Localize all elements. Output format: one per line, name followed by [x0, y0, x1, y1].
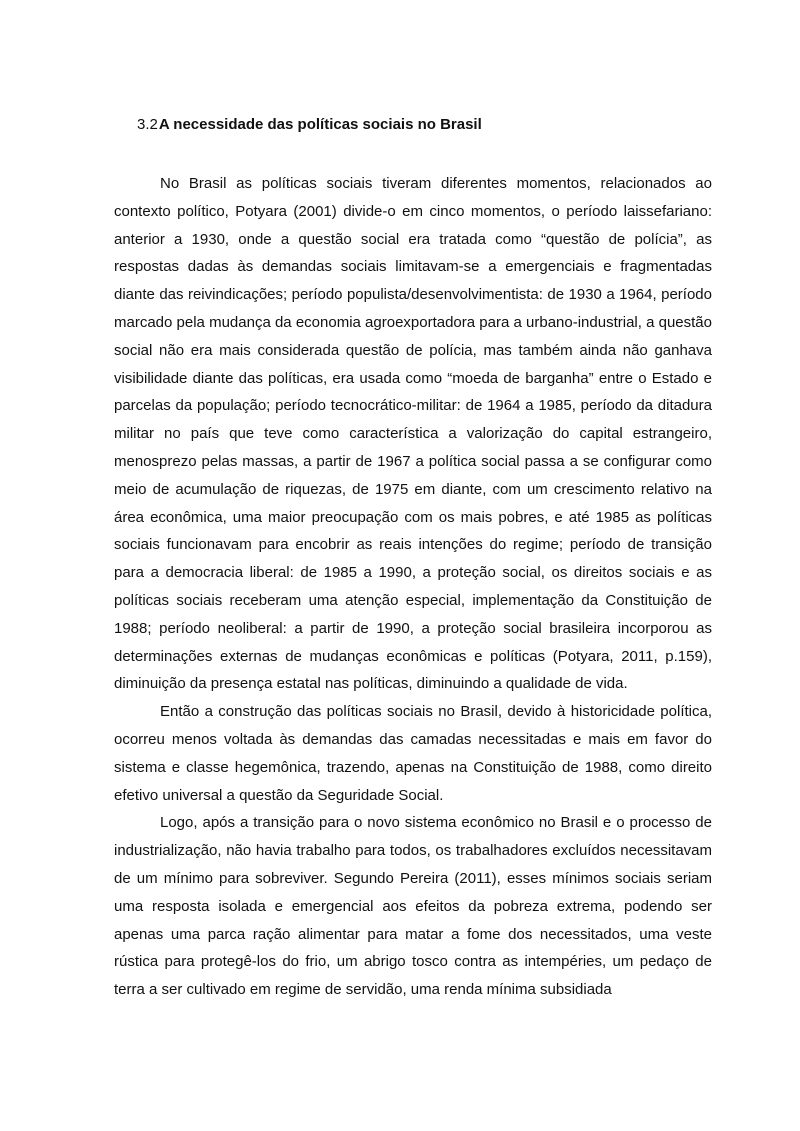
section-title: A necessidade das políticas sociais no Brasil: [158, 116, 482, 133]
section-heading: [137, 114, 482, 136]
paragraph-3: Logo, após a transição para o novo sistema econômico no Brasil e o processo de industrialização, não havia trabalho para todos, os trabalhadores excluídos necessitavam de um mínimo para sobreviver. Segundo Pereira (2011), esses mínimos sociais seriam uma resposta isolada e emergencial aos efeitos da pobreza extrema, podendo ser apenas uma parca ração alimentar para matar a fome dos necessitados, uma veste rústica para protegê-los do frio, um abrigo tosco contra as intempéries, um pedaço de terra a ser cultivado em regime de servidão, uma renda mínima subsidiada: [114, 814, 712, 999]
section-number: 3.2: [137, 116, 158, 133]
body-text: [114, 170, 712, 1004]
paragraph-1: No Brasil as políticas sociais tiveram diferentes momentos, relacionados ao contexto político, Potyara (2001) divide-o em cinco momentos, o período laissefariano: anterior a 1930, onde a questão social era tratada como “questão de polícia”, as respostas dadas às demandas sociais limitavam-se a emergenciais e fragmentadas diante das reivindicações; período populista/desenvolvimentista: de 1930 a 1964, período marcado pela mudança da economia agroexportadora para a urbano-industrial, a questão social não era mais considerada questão de polícia, mas também ainda não ganhava visibilidade diante das políticas, era usada como “moeda de barganha” entre o Estado e parcelas da população; período tecnocrático-militar: de 1964 a 1985, período da ditadura militar no país que teve como característica a valorização do capital estrangeiro, menosprezo pelas massas, a partir de 1967 a política social passa a se configurar como meio de acumulação de riquezas, de 1975 em diante, com um crescimento relativo na área econômica, uma maior preocupação com os mais pobres, e até 1985 as políticas sociais funcionavam para encobrir as reais intenções do regime; período de transição para a democracia liberal: de 1985 a 1990, a proteção social, os direitos sociais e as políticas sociais receberam uma atenção especial, implementação da Constituição de 1988; período neoliberal: a partir de 1990, a proteção social brasileira incorporou as determinações externas de mudanças econômicas e políticas (Potyara, 2011, p.159), diminuição da presença estatal nas políticas, diminuindo a qualidade de vida.: [114, 175, 712, 693]
paragraph-2: Então a construção das políticas sociais no Brasil, devido à historicidade política, ocorreu menos voltada às demandas das camadas necessitadas e mais em favor do sistema e classe hegemônica, trazendo, apenas na Constituição de 1988, como direito efetivo universal a questão da Seguridade Social.: [114, 703, 712, 804]
